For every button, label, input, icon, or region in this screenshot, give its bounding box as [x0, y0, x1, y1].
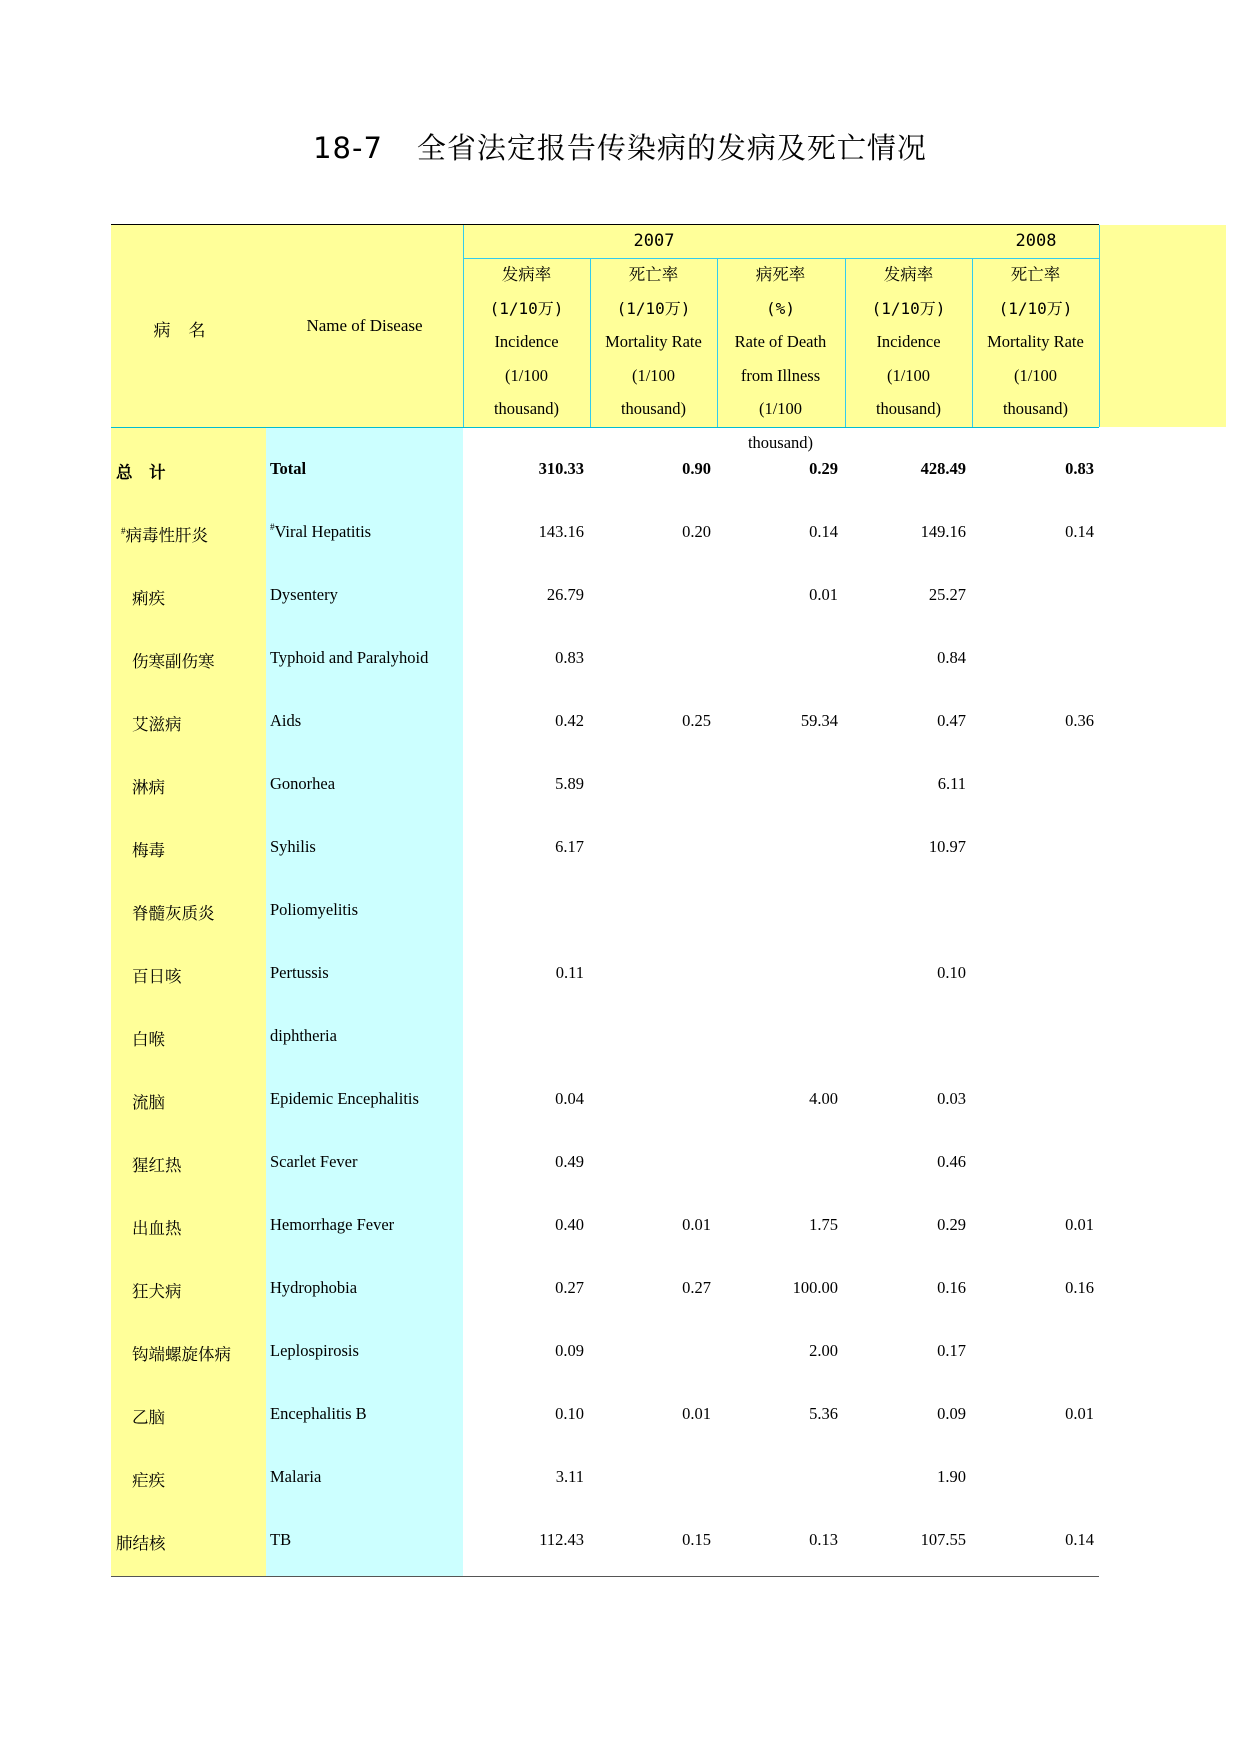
- disease-name-cn-text: 狂犬病: [132, 1282, 182, 1301]
- disease-name-cn: [132, 711, 182, 735]
- disease-name-cn-text: 病毒性肝炎: [125, 526, 208, 545]
- value-cell: 0.13: [809, 1530, 838, 1549]
- disease-name-en: [270, 711, 301, 731]
- disease-name-cn: [132, 837, 165, 861]
- table-row: [0, 1337, 1240, 1367]
- column-header-4: [845, 258, 972, 426]
- disease-name-en: [270, 1026, 337, 1046]
- disease-name-en: [270, 963, 329, 983]
- value-cell: 0.01: [1065, 1404, 1094, 1423]
- disease-name-cn: [132, 585, 165, 609]
- column-header-line: thousand): [1002, 399, 1069, 418]
- disease-name-en: [270, 459, 306, 479]
- disease-name-cn: [132, 648, 215, 672]
- value-cell: 0.40: [555, 1215, 584, 1234]
- column-header-line: thousand): [747, 432, 814, 452]
- table-row: [0, 1400, 1240, 1430]
- value-cell: 3.11: [555, 1467, 584, 1486]
- footnote-mark: #: [121, 526, 126, 536]
- column-header-line: (1/100: [504, 365, 549, 385]
- column-header-line: from Illness: [740, 365, 821, 385]
- value-cell: 0.03: [937, 1089, 966, 1108]
- value-cell: 0.10: [555, 1404, 584, 1423]
- disease-name-en-text: Malaria: [270, 1467, 322, 1486]
- disease-name-en-text: Total: [270, 459, 307, 478]
- column-header-line: 死亡率: [1010, 265, 1061, 284]
- value-cell: 0.42: [555, 711, 584, 730]
- value-cell: 0.01: [809, 585, 838, 604]
- column-header-line: (1/10万): [616, 298, 691, 318]
- column-header-line: Mortality Rate: [987, 332, 1084, 351]
- table-row: [0, 1526, 1240, 1556]
- disease-name-en-text: Poliomyelitis: [270, 900, 359, 919]
- table-row: [0, 1085, 1240, 1115]
- disease-name-cn-header: 病名: [153, 321, 224, 340]
- table-row: [0, 518, 1240, 548]
- value-cell: 0.10: [937, 963, 966, 982]
- disease-name-cn-text: 伤寒副伤寒: [132, 652, 215, 671]
- column-header-line: 病死率: [755, 265, 806, 284]
- disease-name-cn: [132, 1089, 165, 1113]
- table-row: [0, 1274, 1240, 1304]
- column-header-3: [717, 258, 844, 459]
- disease-name-cn: [132, 774, 165, 798]
- disease-name-en: [270, 648, 428, 668]
- disease-name-cn: [121, 522, 208, 546]
- disease-name-en-header: Name of Disease: [306, 316, 423, 335]
- value-cell: 5.89: [555, 774, 584, 793]
- value-cell: 0.09: [555, 1341, 584, 1360]
- disease-name-en-text: Hemorrhage Fever: [270, 1215, 395, 1234]
- disease-name-cn-text: 艾滋病: [132, 715, 182, 734]
- disease-name-cn: [132, 1026, 165, 1050]
- column-header-line: (1/100: [758, 399, 803, 418]
- column-header-5: [972, 258, 1099, 426]
- column-header-line: 发病率: [883, 265, 934, 284]
- disease-name-en-text: Dysentery: [270, 585, 338, 604]
- table-row: [0, 1463, 1240, 1493]
- disease-name-en-text: Aids: [270, 711, 302, 730]
- table-title: 全省法定报告传染病的发病及死亡情况: [416, 131, 927, 165]
- value-cell: 0.29: [937, 1215, 966, 1234]
- disease-name-en-text: TB: [270, 1530, 292, 1549]
- year-2008-header: 2008: [1015, 231, 1057, 251]
- value-cell: 2.00: [809, 1341, 838, 1360]
- value-cell: 0.15: [682, 1530, 711, 1549]
- value-cell: 6.11: [937, 774, 966, 793]
- table-row: [0, 896, 1240, 926]
- value-cell: 107.55: [920, 1530, 966, 1549]
- column-header-line: Mortality Rate: [605, 332, 702, 351]
- value-cell: 0.29: [809, 459, 838, 478]
- disease-name-cn-text: 百日咳: [132, 967, 182, 986]
- disease-name-en-text: Pertussis: [270, 963, 329, 982]
- value-cell: 0.16: [1065, 1278, 1094, 1297]
- value-cell: 0.16: [937, 1278, 966, 1297]
- table-row: [0, 707, 1240, 737]
- disease-name-cn-text: 乙脑: [132, 1408, 165, 1427]
- value-cell: 428.49: [920, 459, 966, 478]
- column-header-line: Incidence: [876, 332, 941, 351]
- value-cell: 1.90: [937, 1467, 966, 1486]
- disease-name-cn-text: 猩红热: [132, 1156, 182, 1175]
- table-row: [0, 644, 1240, 674]
- column-header-line: Incidence: [494, 332, 559, 351]
- disease-name-cn-text: 痢疾: [132, 589, 165, 608]
- table-bottom-rule: [111, 1576, 1099, 1577]
- value-cell: 0.04: [555, 1089, 584, 1108]
- value-cell: 0.17: [937, 1341, 966, 1360]
- value-cell: 0.25: [682, 711, 711, 730]
- disease-name-en-text: Hydrophobia: [270, 1278, 358, 1297]
- disease-name-cn-text: 梅毒: [132, 841, 165, 860]
- value-cell: 0.01: [682, 1404, 711, 1423]
- disease-name-cn-text: 白喉: [132, 1030, 165, 1049]
- disease-name-cn-text: 流脑: [132, 1093, 165, 1112]
- value-cell: 1.75: [809, 1215, 838, 1234]
- disease-name-en: [270, 1152, 358, 1172]
- disease-name-en-text: diphtheria: [270, 1026, 337, 1045]
- value-cell: 59.34: [800, 711, 838, 730]
- disease-name-cn: [132, 963, 182, 987]
- value-cell: 5.36: [809, 1404, 838, 1423]
- value-cell: 0.46: [937, 1152, 966, 1171]
- column-header-line: thousand): [620, 399, 687, 418]
- table-row: [0, 1148, 1240, 1178]
- column-header-line: 发病率: [501, 265, 552, 284]
- value-cell: 0.36: [1065, 711, 1094, 730]
- disease-name-en: [270, 1089, 419, 1109]
- value-cell: 0.14: [1065, 1530, 1094, 1549]
- value-cell: 0.20: [682, 522, 711, 541]
- table-row: [0, 455, 1240, 485]
- disease-name-en: [270, 1215, 394, 1235]
- disease-name-en: [270, 585, 338, 605]
- column-header-line: (1/100: [631, 365, 676, 385]
- table-row: [0, 833, 1240, 863]
- value-cell: 4.00: [809, 1089, 838, 1108]
- value-cell: 0.14: [809, 522, 838, 541]
- disease-name-en-text: Scarlet Fever: [270, 1152, 358, 1171]
- disease-name-en: [270, 1278, 357, 1298]
- value-cell: 0.90: [682, 459, 711, 478]
- value-cell: 0.01: [682, 1215, 711, 1234]
- value-cell: 0.47: [937, 711, 966, 730]
- disease-name-en: [270, 900, 358, 920]
- value-cell: 0.83: [555, 648, 584, 667]
- disease-name-cn-text: 脊髓灰质炎: [132, 904, 215, 923]
- column-header-line: (1/100: [886, 365, 931, 385]
- column-header-line: Rate of Death: [734, 332, 827, 351]
- value-cell: 0.27: [555, 1278, 584, 1297]
- disease-name-en-text: Leplospirosis: [270, 1341, 359, 1360]
- page-title: [0, 126, 1240, 167]
- value-cell: 149.16: [920, 522, 966, 541]
- disease-name-cn-text: 淋病: [132, 778, 165, 797]
- value-cell: 10.97: [928, 837, 966, 856]
- disease-name-en-text: Viral Hepatitis: [274, 522, 372, 541]
- value-cell: 143.16: [538, 522, 584, 541]
- value-cell: 0.01: [1065, 1215, 1094, 1234]
- disease-name-en: [270, 1467, 321, 1487]
- value-cell: 0.84: [937, 648, 966, 667]
- disease-name-cn: [132, 1152, 182, 1176]
- value-cell: 310.33: [538, 459, 584, 478]
- disease-name-en-text: Epidemic Encephalitis: [270, 1089, 419, 1108]
- disease-name-cn-text: 总 计: [116, 463, 166, 482]
- column-header-line: (1/10万): [998, 298, 1073, 318]
- value-cell: 0.14: [1065, 522, 1094, 541]
- disease-name-en: [270, 1404, 367, 1424]
- disease-name-cn: [132, 1341, 231, 1365]
- disease-name-cn: [132, 1404, 165, 1428]
- value-cell: 26.79: [546, 585, 584, 604]
- disease-name-cn: [132, 1215, 182, 1239]
- value-cell: 100.00: [792, 1278, 838, 1297]
- value-cell: 6.17: [555, 837, 584, 856]
- disease-name-cn: [116, 459, 166, 483]
- table-row: [0, 1022, 1240, 1052]
- column-header-line: (1/10万): [871, 298, 946, 318]
- disease-name-en: [270, 774, 335, 794]
- disease-name-en-text: Typhoid and Paralyhoid: [270, 648, 429, 667]
- value-cell: 0.83: [1065, 459, 1094, 478]
- column-header-line: thousand): [493, 399, 560, 418]
- column-header-1: [463, 258, 590, 426]
- column-header-line: (1/10万): [489, 298, 564, 318]
- footnote-mark: #: [270, 522, 275, 532]
- disease-name-cn: [132, 1467, 165, 1491]
- column-header-line: 死亡率: [628, 265, 679, 284]
- value-cell: 0.49: [555, 1152, 584, 1171]
- disease-name-cn-text: 出血热: [132, 1219, 182, 1238]
- disease-name-cn-text: 疟疾: [132, 1471, 165, 1490]
- disease-name-en-text: Encephalitis B: [270, 1404, 367, 1423]
- disease-name-cn: [132, 900, 215, 924]
- value-cell: 25.27: [928, 585, 966, 604]
- table-number: 18-7: [313, 131, 383, 165]
- column-header-line: thousand): [875, 399, 942, 418]
- value-cell: 0.09: [937, 1404, 966, 1423]
- disease-name-en: [270, 522, 371, 542]
- table-row: [0, 1211, 1240, 1241]
- value-cell: 0.27: [682, 1278, 711, 1297]
- disease-name-en: [270, 1530, 291, 1550]
- value-cell: 112.43: [539, 1530, 584, 1549]
- disease-name-en: [270, 1341, 359, 1361]
- disease-name-cn-text: 钩端螺旋体病: [132, 1345, 231, 1364]
- table-row: [0, 959, 1240, 989]
- column-header-2: [590, 258, 717, 426]
- column-header-line: (%): [766, 298, 795, 318]
- disease-name-cn-text: 肺结核: [116, 1534, 166, 1553]
- disease-name-en-text: Syhilis: [270, 837, 316, 856]
- disease-name-en: [270, 837, 316, 857]
- value-cell: 0.11: [555, 963, 584, 982]
- year-2007-header: 2007: [633, 231, 675, 251]
- table-row: [0, 581, 1240, 611]
- disease-name-cn: [116, 1530, 166, 1554]
- column-header-line: (1/100: [1013, 365, 1058, 385]
- disease-name-cn: [132, 1278, 182, 1302]
- disease-name-en-text: Gonorhea: [270, 774, 336, 793]
- table-row: [0, 770, 1240, 800]
